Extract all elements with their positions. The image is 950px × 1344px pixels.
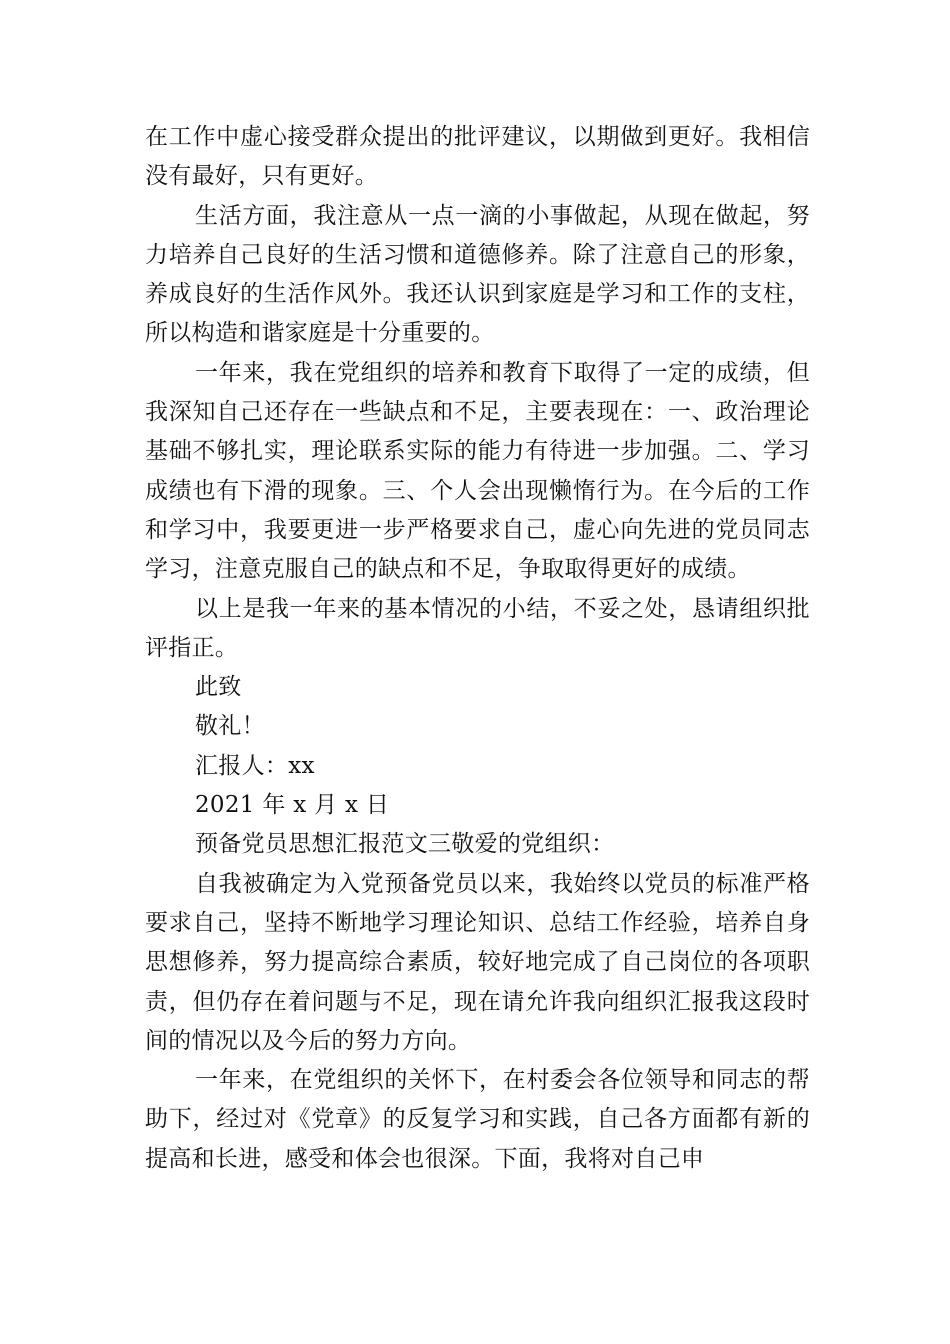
closing-line: 敬礼！ bbox=[195, 713, 265, 740]
paragraph-4: 以上是我一年来的基本情况的小结，不妥之处，恳请组织批评指正。 bbox=[145, 595, 810, 661]
paragraph-2: 生活方面，我注意从一点一滴的小事做起，从现在做起，努力培养自己良好的生活习惯和道德修养。除了注意自己的形象，养成良好的生活作风外。我还认识到家庭是学习和工作的支柱，所以构造和谐家庭是十分重要的。 bbox=[145, 202, 810, 347]
salutation-line: 此致 bbox=[195, 674, 242, 701]
paragraph-6: 一年来，在党组织的关怀下，在村委会各位领导和同志的帮助下，经过对《党章》的反复学习和实践，自己各方面都有新的提高和长进，感受和体会也很深。下面，我将对自己申 bbox=[145, 1067, 810, 1172]
paragraph-5: 自我被确定为入党预备党员以来，我始终以党员的标准严格要求自己，坚持不断地学习理论知识、总结工作经验，培养自身思想修养，努力提高综合素质，较好地完成了自己岗位的各项职责，但仍存在着问题与不足，现在请允许我向组织汇报我这段时间的情况以及今后的努力方向。 bbox=[145, 870, 810, 1054]
paragraph-1: 在工作中虚心接受群众提出的批评建议，以期做到更好。我相信没有最好，只有更好。 bbox=[145, 124, 810, 190]
reporter-line: 汇报人：xx bbox=[195, 752, 315, 779]
date-line: 2021 年 x 月 x 日 bbox=[195, 792, 390, 819]
document-page bbox=[145, 118, 810, 1179]
paragraph-3: 一年来，我在党组织的培养和教育下取得了一定的成绩，但我深知自己还存在一些缺点和不足，主要表现在：一、政治理论基础不够扎实，理论联系实际的能力有待进一步加强。二、学习成绩也有下滑的现象。三、个人会出现懒惰行为。在今后的工作和学习中，我要更进一步严格要求自己，虚心向先进的党员同志学习，注意克服自己的缺点和不足，争取取得更好的成绩。 bbox=[145, 359, 810, 583]
section-heading-line: 预备党员思想汇报范文三敬爱的党组织： bbox=[195, 831, 615, 858]
